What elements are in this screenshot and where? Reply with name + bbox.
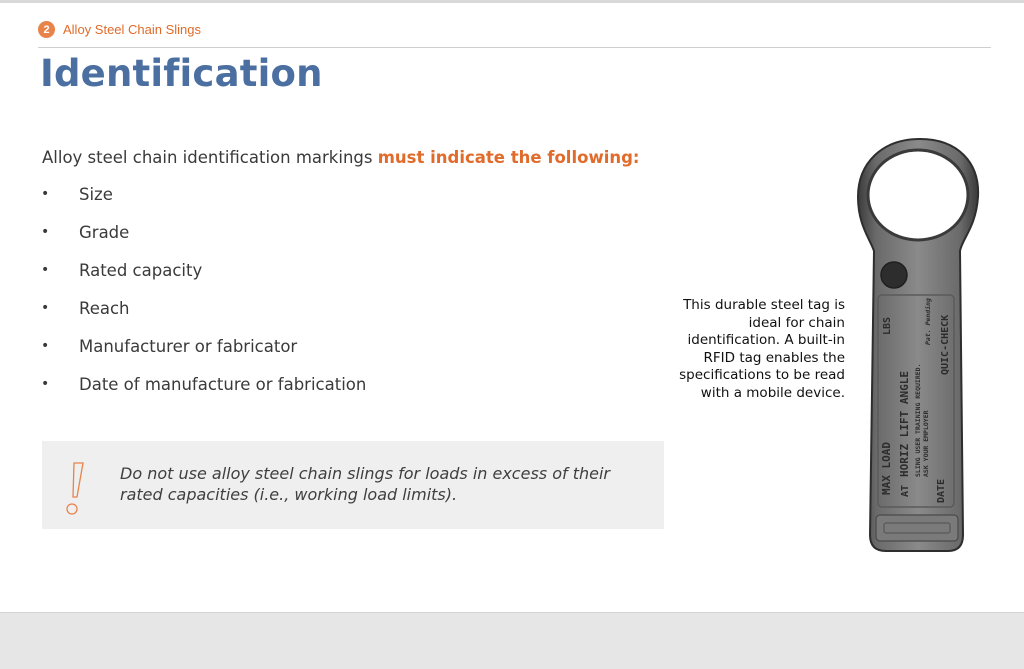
bullet-icon: • [41, 338, 50, 354]
tag-brand-text: QUIC-CHECK [940, 314, 951, 375]
bullet-icon: • [41, 300, 50, 316]
tag-angle-text: HORIZ LIFT ANGLE [898, 371, 911, 477]
image-caption: This durable steel tag is ideal for chain identification. A built-in RFID tag enables the specifications to be read with a mobile device. [679, 297, 845, 401]
requirements-list [40, 185, 366, 413]
list-item-label: Grade [79, 223, 130, 242]
warning-callout [42, 441, 664, 529]
list-item [40, 299, 366, 337]
top-divider [0, 0, 1024, 3]
header-divider [38, 47, 991, 48]
tag-at-text: AT [900, 484, 911, 497]
intro-lead: Alloy steel chain identification markings [42, 148, 378, 167]
exclamation-icon [64, 461, 88, 517]
bullet-icon: • [41, 224, 50, 240]
bullet-icon: • [41, 376, 50, 392]
step-number-badge: 2 [38, 21, 55, 38]
steel-tag-image [850, 135, 990, 555]
breadcrumb-label: Alloy Steel Chain Slings [63, 22, 202, 37]
bullet-icon: • [41, 186, 50, 202]
breadcrumb [38, 21, 201, 38]
list-item [40, 375, 366, 413]
list-item [40, 261, 366, 299]
tag-training-text: SLING USER TRAINING REQUIRED. [914, 363, 922, 477]
tag-employer-text: ASK YOUR EMPLOYER [922, 410, 930, 477]
page-title: Identification [40, 52, 323, 95]
footer-bar [0, 612, 1024, 669]
tag-lbs-text: LBS [882, 316, 893, 335]
warning-text: Do not use alloy steel chain slings for loads in excess of their rated capacities (i.e., working load limits). [120, 464, 610, 504]
bullet-icon: • [41, 262, 50, 278]
intro-text [42, 148, 640, 167]
tag-max-load-text: MAX LOAD [880, 442, 893, 495]
list-item-label: Size [79, 185, 113, 204]
tag-date-text: DATE [936, 478, 947, 503]
list-item-label: Date of manufacture or fabrication [79, 375, 367, 394]
intro-emphasis: must indicate the following: [377, 148, 640, 167]
tag-pending-text: Pat. Pending [924, 298, 932, 345]
list-item [40, 337, 366, 375]
list-item-label: Rated capacity [79, 261, 203, 280]
list-item [40, 223, 366, 261]
list-item-label: Manufacturer or fabricator [79, 337, 298, 356]
list-item [40, 185, 366, 223]
list-item-label: Reach [79, 299, 130, 318]
